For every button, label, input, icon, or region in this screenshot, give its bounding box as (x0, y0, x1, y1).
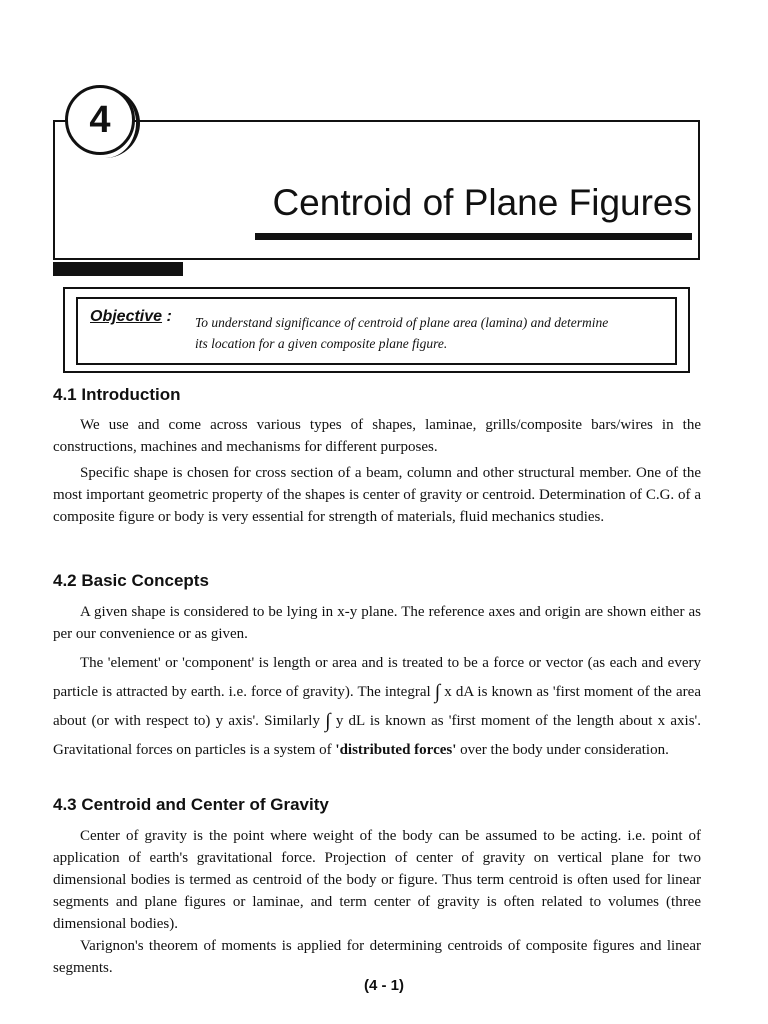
title-rule (255, 233, 692, 240)
integral-symbol: ∫ (434, 681, 441, 703)
integral-symbol: ∫ (325, 710, 331, 732)
section-heading-basic-concepts: 4.2 Basic Concepts (53, 571, 209, 590)
page-number: (4 - 1) (363, 977, 404, 994)
paragraph: Center of gravity is the point where weight of the body can be assumed to be acting. i.e. point of application of earth's gravitational force. Projection of center of gravity on vertical plane for two dimensional bodies is termed as centroid of the body or figure. Thus term centroid is often used for linear segments and plane figures or laminae, and term center of gravity is often related to volumes (three dimensional bodies). (53, 828, 701, 932)
chapter-header-bar (53, 262, 183, 276)
paragraph: Specific shape is chosen for cross section of a beam, column and other structural member. One of the most important geometric property of the shapes is center of gravity or centroid. Determination of C.G. of a composite figure or body is very essential for strength of materials, fluid mechanics studies. (53, 465, 701, 525)
objective-text (195, 312, 675, 354)
chapter-title: Centroid of Plane Figures (272, 182, 692, 223)
chapter-number: 4 (65, 85, 135, 155)
section-heading-centroid: 4.3 Centroid and Center of Gravity (53, 795, 329, 814)
objective-label (90, 308, 172, 326)
integral-expression: y dL (335, 713, 365, 729)
text-run: The 'element' or 'component' is length or area and is treated to be a force or vector (as each and every particle is attracted by earth. i.e. force of gravity). The integral (53, 655, 701, 700)
objective-label-text: Objective (90, 308, 163, 325)
text-run: is known as 'first moment of the length about x axis'. Gravitational forces on particles is a system of (53, 713, 701, 758)
integral-expression: x dA (444, 684, 474, 700)
text-run: over the body under consideration. (460, 742, 669, 758)
objective-separator: : (166, 308, 172, 325)
paragraph-integrals (53, 649, 701, 765)
paragraph: Varignon's theorem of moments is applied for determining centroids of composite figures and linear segments. (53, 938, 701, 976)
objective-text-line2: its location for a given composite plane figure. (195, 336, 448, 351)
section-heading-introduction: 4.1 Introduction (53, 385, 181, 404)
bold-term: 'distributed forces' (335, 742, 457, 758)
paragraph: A given shape is considered to be lying in x-y plane. The reference axes and origin are shown either as per our convenience or as given. (53, 604, 701, 642)
objective-text-line1: To understand significance of centroid of plane area (lamina) and determine (195, 315, 609, 330)
text-run: is known as 'first moment of the area about (or with respect to) y axis'. Similarly (53, 684, 701, 729)
paragraph: We use and come across various types of shapes, laminae, grills/composite bars/wires in the constructions, machines and mechanisms for different purposes. (53, 417, 701, 455)
